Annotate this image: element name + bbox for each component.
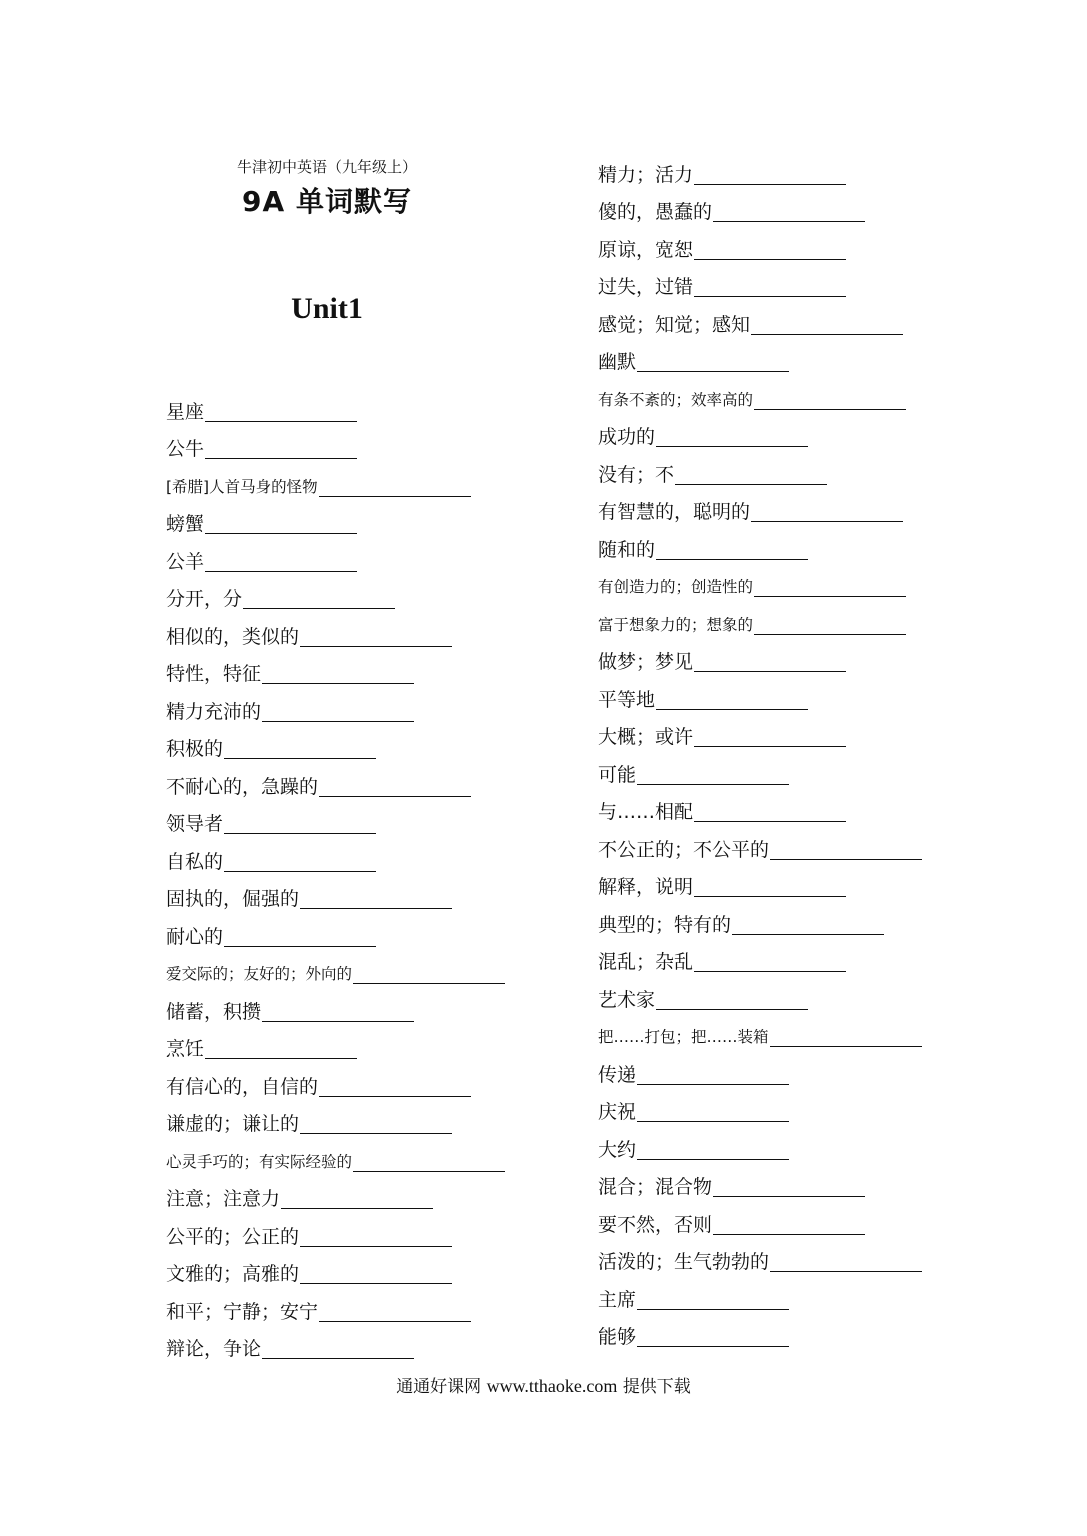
answer-blank[interactable] <box>656 689 808 710</box>
vocab-prompt: 过失，过错 <box>598 276 694 298</box>
vocab-entry <box>166 500 505 538</box>
answer-blank[interactable] <box>224 738 376 759</box>
answer-blank[interactable] <box>770 1251 922 1272</box>
answer-blank[interactable] <box>770 1026 922 1047</box>
answer-blank[interactable] <box>281 1188 433 1209</box>
vocab-prompt: 领导者 <box>166 813 224 835</box>
vocab-prompt: 公平的；公正的 <box>166 1225 300 1248</box>
vocab-prompt: 做梦；梦见 <box>598 651 694 673</box>
vocab-prompt: 解释，说明 <box>598 876 694 898</box>
answer-blank[interactable] <box>353 963 505 984</box>
vocab-prompt: 谦虚的；谦让的 <box>166 1113 300 1135</box>
vocab-prompt: 活泼的；生气勃勃的 <box>598 1251 770 1273</box>
vocab-entry <box>598 1163 922 1201</box>
vocab-entry <box>598 675 922 713</box>
vocab-entry <box>598 375 922 413</box>
vocab-prompt: 与……相配 <box>598 801 694 823</box>
vocab-prompt: 心灵手巧的；有实际经验的 <box>166 1152 353 1171</box>
footer-url[interactable]: www.tthaoke.com <box>486 1376 618 1396</box>
vocab-prompt: 没有；不 <box>598 463 675 486</box>
answer-blank[interactable] <box>754 389 906 410</box>
vocab-entry <box>166 725 505 763</box>
vocab-entry <box>598 1200 922 1238</box>
vocab-prompt: 有条不紊的；效率高的 <box>598 390 754 409</box>
answer-blank[interactable] <box>319 1076 471 1097</box>
answer-blank[interactable] <box>751 314 903 335</box>
vocab-entry <box>166 1175 505 1213</box>
page-title: 9A 单词默写 <box>242 185 412 218</box>
answer-blank[interactable] <box>754 614 906 635</box>
vocab-entry <box>598 900 922 938</box>
answer-blank[interactable] <box>656 426 808 447</box>
vocab-prompt: 成功的 <box>598 426 656 448</box>
vocab-prompt: 混乱；杂乱 <box>598 951 694 973</box>
answer-blank[interactable] <box>205 551 357 572</box>
vocab-entry <box>166 1250 505 1288</box>
answer-blank[interactable] <box>205 513 357 534</box>
answer-blank[interactable] <box>675 464 827 485</box>
answer-blank[interactable] <box>300 1226 452 1247</box>
header-subtitle: 牛津初中英语（九年级上） <box>236 158 417 176</box>
answer-blank[interactable] <box>751 501 903 522</box>
answer-blank[interactable] <box>694 164 846 185</box>
vocab-prompt: 不公正的；不公平的 <box>598 838 770 861</box>
vocab-prompt: 相似的，类似的 <box>166 625 300 648</box>
vocab-entry <box>166 837 505 875</box>
vocab-entry <box>598 863 922 901</box>
vocab-prompt: 爱交际的；友好的；外向的 <box>166 965 353 983</box>
vocab-entry <box>166 425 505 463</box>
vocab-prompt: 有信心的，自信的 <box>166 1075 319 1098</box>
vocab-entry <box>166 987 505 1025</box>
vocab-entry <box>166 1137 505 1175</box>
answer-blank[interactable] <box>694 876 846 897</box>
vocab-prompt: 传递 <box>598 1063 637 1086</box>
answer-blank[interactable] <box>205 438 357 459</box>
vocab-entry <box>166 387 505 425</box>
vocab-entry <box>598 300 922 338</box>
vocab-entry <box>166 650 505 688</box>
answer-blank[interactable] <box>224 926 376 947</box>
vocab-prompt: 主席 <box>598 1288 637 1311</box>
vocab-prompt: 原谅，宽恕 <box>598 238 694 261</box>
vocab-prompt: 幽默 <box>598 351 637 373</box>
vocab-entry <box>598 1238 922 1276</box>
answer-blank[interactable] <box>694 276 846 297</box>
answer-blank[interactable] <box>754 576 906 597</box>
vocab-prompt: 有创造力的；创造性的 <box>598 578 754 596</box>
vocab-prompt: 大约 <box>598 1138 637 1161</box>
vocab-entry <box>166 875 505 913</box>
vocab-prompt: 螃蟹 <box>166 513 205 535</box>
vocab-entry <box>166 575 505 613</box>
answer-blank[interactable] <box>319 776 471 797</box>
vocab-prompt: 傻的，愚蠢的 <box>598 201 713 223</box>
vocab-entry <box>598 488 922 526</box>
vocab-prompt: 储蓄，积攒 <box>166 1000 262 1023</box>
vocab-entry <box>598 450 922 488</box>
answer-blank[interactable] <box>262 1338 414 1359</box>
answer-blank[interactable] <box>224 813 376 834</box>
vocab-entry <box>166 462 505 500</box>
answer-blank[interactable] <box>319 476 471 497</box>
vocab-entry <box>598 563 922 601</box>
answer-blank[interactable] <box>353 1151 505 1172</box>
vocab-prompt: 积极的 <box>166 738 224 760</box>
answer-blank[interactable] <box>637 1326 789 1347</box>
vocab-entry <box>166 612 505 650</box>
unit-heading: Unit1 <box>291 292 363 325</box>
vocab-prompt: 艺术家 <box>598 988 656 1011</box>
answer-blank[interactable] <box>770 839 922 860</box>
answer-blank[interactable] <box>300 1113 452 1134</box>
vocab-prompt: 文雅的；高雅的 <box>166 1263 300 1285</box>
answer-blank[interactable] <box>713 1176 865 1197</box>
answer-blank[interactable] <box>694 801 846 822</box>
vocab-prompt: 分开，分 <box>166 588 243 610</box>
vocab-prompt: 能够 <box>598 1326 637 1348</box>
vocab-entry <box>598 338 922 376</box>
vocab-entry <box>598 1013 922 1051</box>
answer-blank[interactable] <box>713 201 865 222</box>
answer-blank[interactable] <box>205 401 357 422</box>
vocab-entry <box>598 975 922 1013</box>
answer-blank[interactable] <box>694 651 846 672</box>
vocab-prompt: 随和的 <box>598 538 656 561</box>
vocab-entry <box>598 788 922 826</box>
vocab-prompt: 庆祝 <box>598 1101 637 1123</box>
answer-blank[interactable] <box>243 588 395 609</box>
vocab-entry <box>166 762 505 800</box>
vocab-entry <box>166 1325 505 1363</box>
answer-blank[interactable] <box>732 914 884 935</box>
vocab-prompt: 固执的，倔强的 <box>166 888 300 910</box>
vocab-prompt: 自私的 <box>166 850 224 873</box>
footer-site-name: 通通好课网 <box>396 1377 482 1397</box>
answer-blank[interactable] <box>637 351 789 372</box>
answer-blank[interactable] <box>262 1001 414 1022</box>
vocab-entry <box>598 600 922 638</box>
vocab-prompt: 注意；注意力 <box>166 1188 281 1210</box>
answer-blank[interactable] <box>300 626 452 647</box>
left-vocab-list <box>166 387 505 1362</box>
vocab-entry <box>166 1062 505 1100</box>
vocab-entry <box>166 800 505 838</box>
answer-blank[interactable] <box>694 951 846 972</box>
answer-blank[interactable] <box>262 663 414 684</box>
vocab-entry <box>598 225 922 263</box>
vocab-entry <box>598 525 922 563</box>
answer-blank[interactable] <box>694 726 846 747</box>
answer-blank[interactable] <box>637 764 789 785</box>
answer-blank[interactable] <box>656 989 808 1010</box>
vocab-entry <box>598 188 922 226</box>
vocab-prompt: 把……打包；把……装箱 <box>598 1028 769 1046</box>
vocab-entry <box>598 1125 922 1163</box>
vocab-prompt: 混合；混合物 <box>598 1176 713 1198</box>
answer-blank[interactable] <box>262 701 414 722</box>
vocab-entry <box>598 1050 922 1088</box>
answer-blank[interactable] <box>637 1064 789 1085</box>
vocab-prompt: 可能 <box>598 763 637 786</box>
vocab-entry <box>166 1100 505 1138</box>
answer-blank[interactable] <box>319 1301 471 1322</box>
vocab-entry <box>598 638 922 676</box>
vocab-prompt: 不耐心的，急躁的 <box>166 775 319 798</box>
answer-blank[interactable] <box>637 1139 789 1160</box>
vocab-entry <box>166 950 505 988</box>
vocab-entry <box>598 1313 922 1351</box>
vocab-entry <box>598 1275 922 1313</box>
answer-blank[interactable] <box>713 1214 865 1235</box>
vocab-entry <box>598 1088 922 1126</box>
vocab-prompt: 要不然，否则 <box>598 1213 713 1236</box>
vocab-entry <box>166 1025 505 1063</box>
answer-blank[interactable] <box>637 1101 789 1122</box>
vocab-entry <box>598 825 922 863</box>
right-vocab-list <box>598 150 922 1350</box>
vocab-prompt: 平等地 <box>598 688 656 711</box>
vocab-prompt: 烹饪 <box>166 1038 205 1060</box>
vocab-prompt: 和平；宁静；安宁 <box>166 1300 319 1323</box>
vocab-entry <box>598 263 922 301</box>
vocab-prompt: 感觉；知觉；感知 <box>598 313 751 336</box>
vocab-entry <box>166 537 505 575</box>
answer-blank[interactable] <box>637 1289 789 1310</box>
vocab-entry <box>166 1287 505 1325</box>
vocab-prompt: 公牛 <box>166 438 205 460</box>
vocab-entry <box>598 713 922 751</box>
vocab-entry <box>598 750 922 788</box>
footer <box>0 1372 1087 1397</box>
vocab-entry <box>166 1212 505 1250</box>
vocab-entry <box>166 687 505 725</box>
vocab-prompt: 精力充沛的 <box>166 700 262 723</box>
vocab-prompt: 星座 <box>166 400 205 423</box>
answer-blank[interactable] <box>300 888 452 909</box>
vocab-prompt: 精力；活力 <box>598 163 694 186</box>
vocab-prompt: 公羊 <box>166 550 205 573</box>
vocab-prompt: 有智慧的，聪明的 <box>598 501 751 523</box>
answer-blank[interactable] <box>205 1038 357 1059</box>
vocab-entry <box>166 912 505 950</box>
vocab-entry <box>598 150 922 188</box>
answer-blank[interactable] <box>656 539 808 560</box>
vocab-entry <box>598 938 922 976</box>
vocab-prompt: [希腊]人首马身的怪物 <box>166 477 318 496</box>
vocab-prompt: 大概；或许 <box>598 726 694 748</box>
answer-blank[interactable] <box>300 1263 452 1284</box>
vocab-prompt: 典型的；特有的 <box>598 913 732 936</box>
vocab-prompt: 耐心的 <box>166 925 224 948</box>
answer-blank[interactable] <box>694 239 846 260</box>
vocab-prompt: 特性，特征 <box>166 663 262 685</box>
vocab-prompt: 富于想象力的；想象的 <box>598 615 754 634</box>
vocab-entry <box>598 413 922 451</box>
vocab-prompt: 辩论，争论 <box>166 1338 262 1360</box>
answer-blank[interactable] <box>224 851 376 872</box>
footer-suffix: 提供下载 <box>622 1377 691 1397</box>
